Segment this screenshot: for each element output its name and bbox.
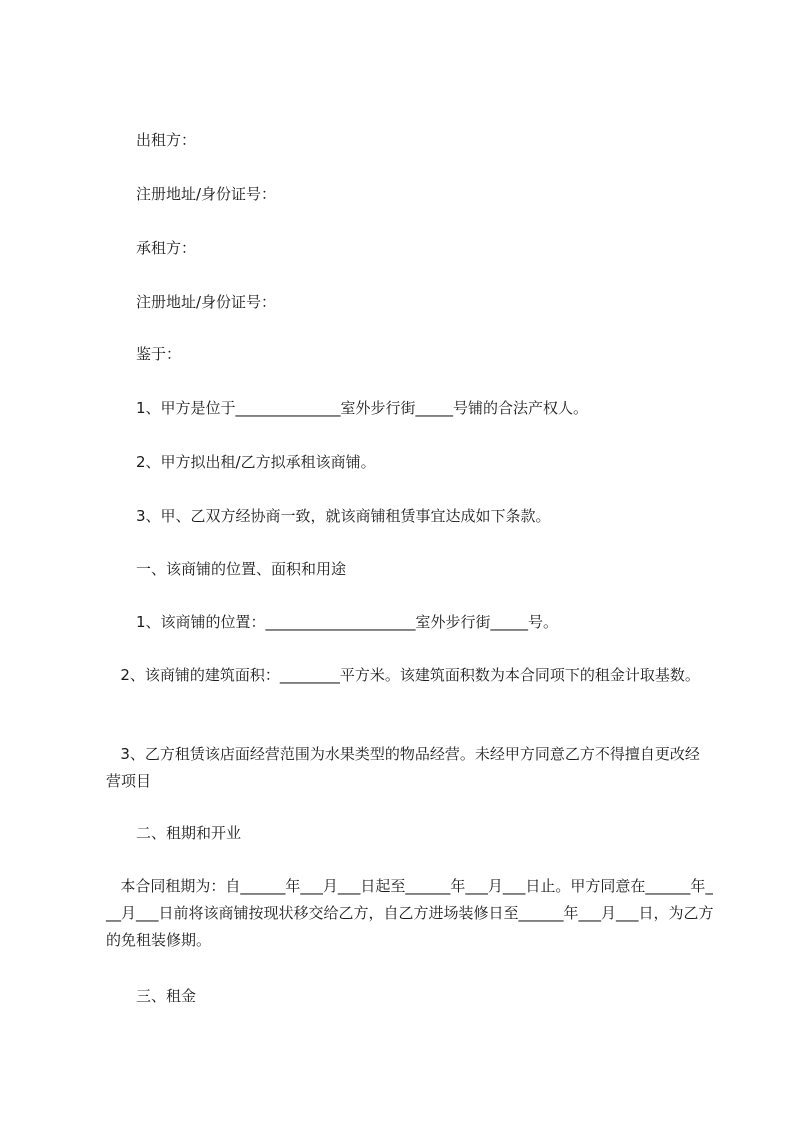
lessee-address-label: 注册地址/身份证号： (136, 293, 277, 311)
recital-2: 2、甲方拟出租/乙方拟承租该商铺。 (136, 453, 376, 471)
section-2-body: 本合同租期为：自______年___月___日起至______年___月___日止。甲方同意在______年___月___日前将该商铺按现状移交给乙方，自乙方进场装修日至______年___月___日，为乙方的免租装修期。 (106, 877, 714, 949)
lessor-label: 出租方： (136, 131, 197, 149)
recital-1: 1、甲方是位于______________室外步行街_____号铺的合法产权人。 (136, 399, 589, 417)
section-3-title: 三、租金 (136, 987, 197, 1005)
section-1-item-1: 1、该商铺的位置：____________________室外步行街_____号。 (136, 613, 559, 631)
whereas-heading: 鉴于： (136, 345, 182, 363)
section-1-item-3: 3、乙方租赁该店面经营范围为水果类型的物品经营。未经甲方同意乙方不得擅自更改经营项目 (106, 745, 700, 790)
recital-3: 3、甲、乙双方经协商一致，就该商铺租赁事宜达成如下条款。 (136, 507, 551, 525)
lessee-label: 承租方： (136, 239, 197, 257)
section-1-title: 一、该商铺的位置、面积和用途 (136, 560, 347, 578)
lessor-address-label: 注册地址/身份证号： (136, 185, 277, 203)
section-2-title: 二、租期和开业 (136, 824, 242, 842)
section-1-item-2: 2、该商铺的建筑面积：________平方米。该建筑面积数为本合同项下的租金计取基数。 (106, 666, 700, 684)
